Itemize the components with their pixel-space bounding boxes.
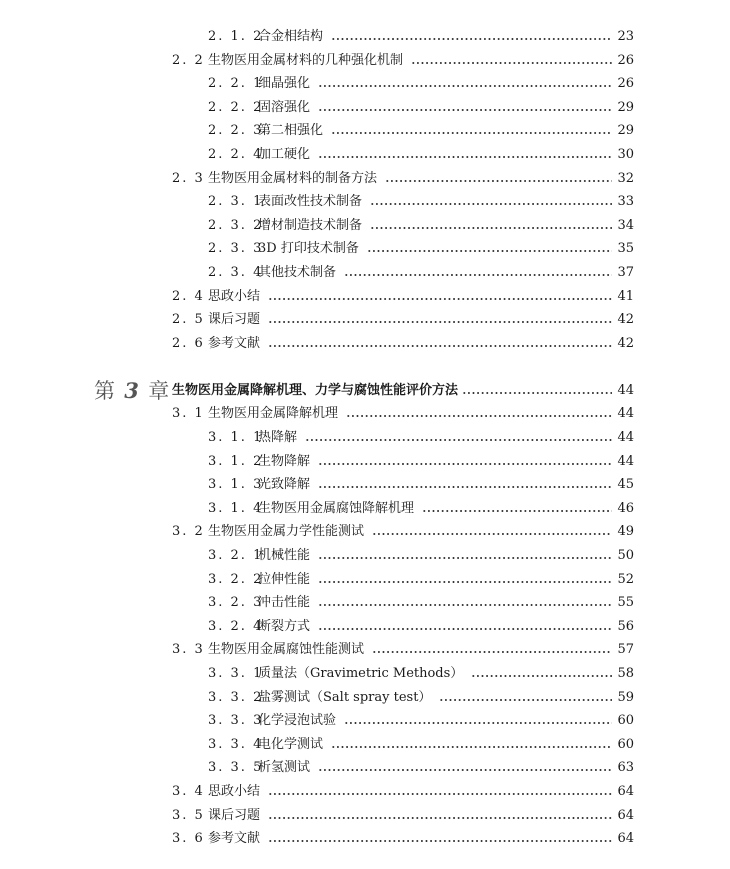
section-title: 参考文献 bbox=[208, 335, 261, 351]
section-number: 3. 1. 1 bbox=[208, 430, 264, 445]
dot-leader bbox=[331, 120, 612, 142]
toc-entry[interactable] bbox=[0, 474, 730, 496]
toc-entry[interactable] bbox=[0, 734, 730, 756]
toc-entry[interactable] bbox=[0, 427, 730, 449]
dot-leader bbox=[305, 427, 612, 449]
section-number: 3. 6 bbox=[172, 831, 205, 847]
section-number: 3. 3. 3 bbox=[208, 713, 264, 729]
page-number: 64 bbox=[617, 784, 634, 799]
section-title: 盐雾测试（Salt spray test） bbox=[258, 689, 432, 705]
dot-leader bbox=[318, 144, 612, 166]
section-title: 生物医用金属材料的几种强化机制 bbox=[208, 52, 404, 68]
section-title: 思政小结 bbox=[208, 784, 261, 799]
section-title: 其他技术制备 bbox=[258, 265, 337, 280]
page-number: 60 bbox=[617, 713, 634, 729]
dot-leader bbox=[318, 451, 612, 473]
section-title: 第二相强化 bbox=[258, 123, 324, 139]
dot-leader bbox=[318, 616, 612, 638]
section-number: 2. 3. 4 bbox=[208, 265, 264, 280]
dot-leader bbox=[367, 238, 612, 260]
section-number: 3. 1. 4 bbox=[208, 500, 264, 516]
page-number: 58 bbox=[617, 666, 634, 681]
toc-entry[interactable] bbox=[0, 521, 730, 543]
section-number: 2. 3. 2 bbox=[208, 217, 264, 233]
page-number: 33 bbox=[617, 194, 634, 210]
section-title: 光致降解 bbox=[258, 477, 311, 493]
section-number: 3. 2. 1 bbox=[208, 548, 264, 563]
section-title: 3D 打印技术制备 bbox=[258, 241, 359, 257]
page-number: 42 bbox=[617, 312, 634, 328]
section-title: 断裂方式 bbox=[258, 618, 311, 634]
toc-entry[interactable] bbox=[0, 168, 730, 190]
toc-entry[interactable] bbox=[0, 569, 730, 591]
section-number: 2. 2. 4 bbox=[208, 147, 264, 162]
dot-leader bbox=[318, 97, 612, 119]
section-title: 电化学测试 bbox=[258, 736, 324, 752]
page-number: 64 bbox=[617, 807, 634, 823]
toc-entry[interactable] bbox=[0, 592, 730, 614]
dot-leader bbox=[268, 781, 612, 803]
toc-entry[interactable] bbox=[0, 781, 730, 803]
section-number: 3. 3. 5 bbox=[208, 760, 264, 776]
section-title: 固溶强化 bbox=[258, 99, 311, 115]
page-number: 59 bbox=[617, 689, 634, 705]
section-title: 思政小结 bbox=[208, 288, 261, 304]
dot-leader bbox=[318, 474, 612, 496]
toc-entry[interactable] bbox=[0, 498, 730, 520]
section-title: 冲击性能 bbox=[258, 595, 311, 611]
toc-entry[interactable] bbox=[0, 687, 730, 709]
toc-entry[interactable] bbox=[0, 639, 730, 661]
page-number: 44 bbox=[617, 453, 634, 469]
dot-leader bbox=[268, 309, 612, 331]
dot-leader bbox=[411, 50, 612, 72]
section-number: 2. 4 bbox=[172, 288, 205, 304]
section-number: 3. 1. 2 bbox=[208, 453, 264, 469]
section-number: 2. 1. 2 bbox=[208, 29, 264, 44]
page-number: 60 bbox=[617, 736, 634, 752]
toc-entry[interactable] bbox=[0, 710, 730, 732]
chapter-title: 生物医用金属降解机理、力学与腐蚀性能评价方法 bbox=[172, 383, 459, 399]
toc-entry[interactable] bbox=[0, 238, 730, 260]
section-title: 析氢测试 bbox=[258, 760, 311, 776]
section-title: 热降解 bbox=[258, 430, 298, 445]
section-title: 细晶强化 bbox=[258, 76, 311, 92]
section-number: 3. 3 bbox=[172, 642, 205, 658]
section-number: 2. 3 bbox=[172, 170, 205, 186]
page-number: 49 bbox=[617, 524, 634, 540]
chapter-suffix: 章 bbox=[148, 379, 171, 404]
page-number: 29 bbox=[617, 123, 634, 139]
section-number: 2. 3. 1 bbox=[208, 194, 264, 210]
section-title: 表面改性技术制备 bbox=[258, 194, 363, 210]
section-title: 参考文献 bbox=[208, 831, 261, 847]
section-title: 加工硬化 bbox=[258, 147, 311, 162]
section-number: 3. 3. 1 bbox=[208, 666, 264, 681]
dot-leader bbox=[318, 73, 612, 95]
toc-entry[interactable] bbox=[0, 191, 730, 213]
section-number: 3. 3. 4 bbox=[208, 736, 264, 752]
section-number: 2. 2. 1 bbox=[208, 76, 264, 92]
section-title: 课后习题 bbox=[208, 807, 261, 823]
section-title: 增材制造技术制备 bbox=[258, 217, 363, 233]
dot-leader bbox=[331, 26, 612, 48]
toc-entry[interactable] bbox=[0, 97, 730, 119]
page-number: 64 bbox=[617, 831, 634, 847]
dot-leader bbox=[346, 403, 612, 425]
section-title: 机械性能 bbox=[258, 548, 311, 563]
toc-entry[interactable] bbox=[0, 309, 730, 331]
page-number: 42 bbox=[617, 335, 634, 351]
dot-leader bbox=[462, 380, 612, 402]
section-number: 2. 2 bbox=[172, 52, 205, 68]
toc-entry[interactable] bbox=[0, 262, 730, 284]
page-number: 34 bbox=[617, 217, 634, 233]
page-number: 26 bbox=[617, 76, 634, 92]
toc-entry[interactable] bbox=[0, 26, 730, 48]
toc-entry[interactable] bbox=[0, 828, 730, 850]
toc-entry[interactable] bbox=[0, 50, 730, 72]
section-title: 生物降解 bbox=[258, 453, 311, 469]
dot-leader bbox=[268, 828, 612, 850]
section-title: 生物医用金属力学性能测试 bbox=[208, 524, 365, 540]
section-number: 3. 2. 2 bbox=[208, 571, 264, 587]
dot-leader bbox=[370, 215, 612, 237]
dot-leader bbox=[471, 663, 612, 685]
section-number: 3. 1. 3 bbox=[208, 477, 264, 493]
dot-leader bbox=[318, 592, 612, 614]
toc-entry[interactable] bbox=[0, 144, 730, 166]
chapter-number: 3 bbox=[116, 378, 149, 404]
page-number: 23 bbox=[617, 29, 634, 44]
toc-entry[interactable] bbox=[0, 663, 730, 685]
chapter-heading[interactable] bbox=[0, 378, 730, 404]
page-number: 44 bbox=[617, 430, 634, 445]
section-title: 质量法（Gravimetric Methods） bbox=[258, 666, 464, 681]
dot-leader bbox=[318, 569, 612, 591]
section-title: 拉伸性能 bbox=[258, 571, 311, 587]
section-title: 生物医用金属降解机理 bbox=[208, 406, 339, 422]
section-title: 生物医用金属腐蚀性能测试 bbox=[208, 642, 365, 658]
toc-entry[interactable] bbox=[0, 545, 730, 567]
dot-leader bbox=[268, 286, 612, 308]
toc-entry[interactable] bbox=[0, 73, 730, 95]
page-number: 63 bbox=[617, 760, 634, 776]
section-number: 3. 2. 3 bbox=[208, 595, 264, 611]
page-number: 55 bbox=[617, 595, 634, 611]
dot-leader bbox=[344, 710, 612, 732]
section-title: 生物医用金属材料的制备方法 bbox=[208, 170, 378, 186]
dot-leader bbox=[385, 168, 612, 190]
dot-leader bbox=[268, 333, 612, 355]
page-number: 35 bbox=[617, 241, 634, 257]
section-number: 3. 3. 2 bbox=[208, 689, 264, 705]
dot-leader bbox=[370, 191, 612, 213]
page-number: 37 bbox=[617, 265, 634, 280]
section-title: 化学浸泡试验 bbox=[258, 713, 337, 729]
toc-entry[interactable] bbox=[0, 403, 730, 425]
dot-leader bbox=[422, 498, 612, 520]
dot-leader bbox=[372, 639, 612, 661]
dot-leader bbox=[331, 734, 612, 756]
section-number: 2. 6 bbox=[172, 335, 205, 351]
section-title: 课后习题 bbox=[208, 312, 261, 328]
page-number: 45 bbox=[617, 477, 634, 493]
dot-leader bbox=[318, 545, 612, 567]
page-number: 44 bbox=[617, 383, 634, 399]
toc-entry[interactable] bbox=[0, 451, 730, 473]
toc-entry[interactable] bbox=[0, 286, 730, 308]
page-number: 32 bbox=[617, 170, 634, 186]
chapter-label bbox=[94, 380, 170, 402]
page-number: 30 bbox=[617, 147, 634, 162]
toc-entry[interactable] bbox=[0, 757, 730, 779]
section-number: 3. 1 bbox=[172, 406, 205, 422]
toc-entry[interactable] bbox=[0, 333, 730, 355]
page-number: 50 bbox=[617, 548, 634, 563]
page-number: 44 bbox=[617, 406, 634, 422]
chapter-prefix: 第 bbox=[94, 379, 116, 404]
toc-entry[interactable] bbox=[0, 215, 730, 237]
dot-leader bbox=[439, 687, 612, 709]
section-number: 2. 2. 2 bbox=[208, 99, 264, 115]
page-number: 52 bbox=[617, 571, 634, 587]
page-number: 57 bbox=[617, 642, 634, 658]
dot-leader bbox=[344, 262, 612, 284]
dot-leader bbox=[268, 805, 612, 827]
section-number: 3. 2 bbox=[172, 524, 205, 540]
section-number: 3. 4 bbox=[172, 784, 205, 799]
page-number: 46 bbox=[617, 500, 634, 516]
toc-entry[interactable] bbox=[0, 805, 730, 827]
toc-entry[interactable] bbox=[0, 616, 730, 638]
toc-entry[interactable] bbox=[0, 120, 730, 142]
section-title: 生物医用金属腐蚀降解机理 bbox=[258, 500, 415, 516]
dot-leader bbox=[372, 521, 612, 543]
page-number: 29 bbox=[617, 99, 634, 115]
page-number: 56 bbox=[617, 618, 634, 634]
section-number: 2. 3. 3 bbox=[208, 241, 264, 257]
section-title: 合金相结构 bbox=[258, 29, 324, 44]
page-number: 26 bbox=[617, 52, 634, 68]
dot-leader bbox=[318, 757, 612, 779]
page-number: 41 bbox=[617, 288, 634, 304]
section-number: 3. 5 bbox=[172, 807, 205, 823]
section-number: 3. 2. 4 bbox=[208, 618, 264, 634]
section-number: 2. 2. 3 bbox=[208, 123, 264, 139]
section-number: 2. 5 bbox=[172, 312, 205, 328]
